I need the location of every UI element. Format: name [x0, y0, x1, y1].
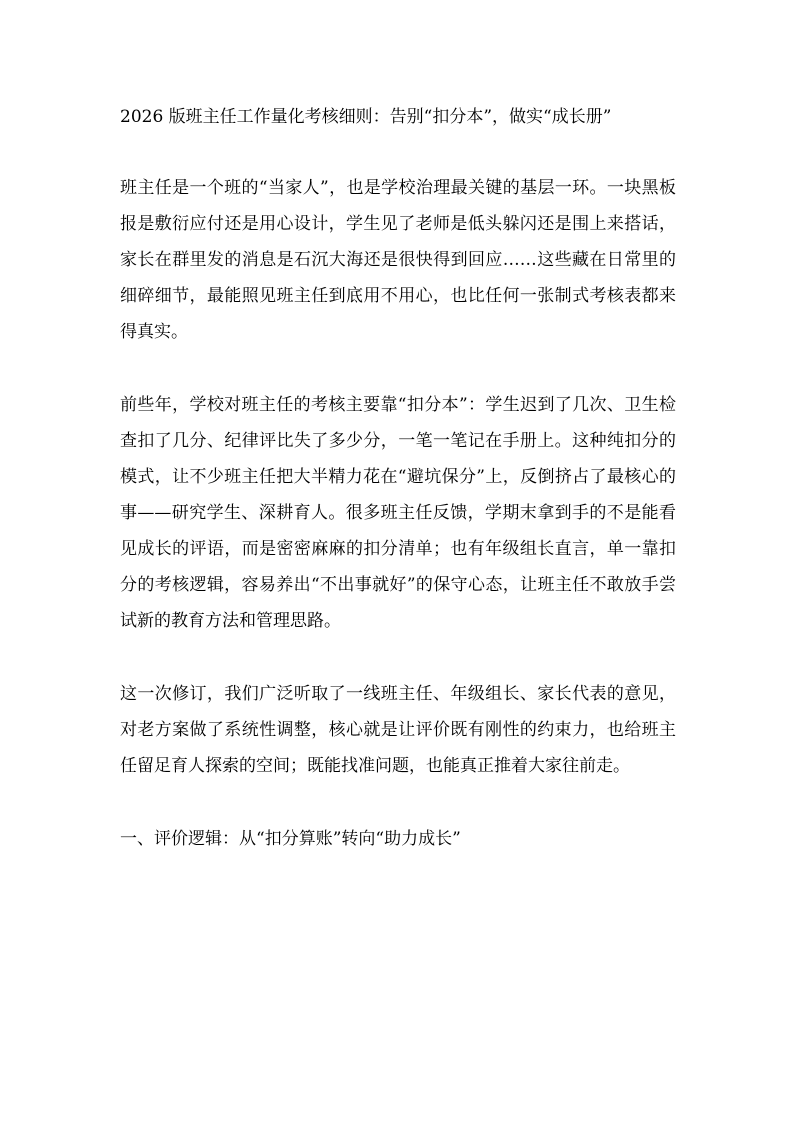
spacer — [120, 134, 676, 170]
document-title: 2026 版班主任工作量化考核细则：告别“扣分本”，做实“成长册” — [120, 107, 612, 127]
spacer — [120, 639, 676, 676]
spacer — [120, 350, 676, 387]
section-heading: 一、评价逻辑：从“扣分算账”转向“助力成长” — [120, 829, 461, 849]
paragraph-intro: 班主任是一个班的“当家人”，也是学校治理最关键的基层一环。一块黑板报是敷衍应付还是用心设计，学生见了老师是低头躲闪还是围上来搭话，家长在群里发的消息是石沉大海还是很快得到回应……这些藏在日常里的细碎细节，最能照见班主任到底用不用心，也比任何一张制式考核表都来得真实。 — [120, 178, 676, 342]
paragraph-background: 前些年，学校对班主任的考核主要靠“扣分本”：学生迟到了几次、卫生检查扣了几分、纪律评比失了多少分，一笔一笔记在手册上。这种纯扣分的模式，让不少班主任把大半精力花在“避坑保分”上，反倒挤占了最核心的事——研究学生、深耕育人。很多班主任反馈，学期末拿到手的不是能看见成长的评语，而是密密麻麻的扣分清单；也有年级组长直言，单一靠扣分的考核逻辑，容易养出“不出事就好”的保守心态，让班主任不敢放手尝试新的教育方法和管理思路。 — [120, 395, 676, 631]
spacer — [120, 784, 676, 821]
paragraph-revision: 这一次修订，我们广泛听取了一线班主任、年级组长、家长代表的意见，对老方案做了系统性调整，核心就是让评价既有刚性的约束力，也给班主任留足育人探索的空间；既能找准问题，也能真正推着大家往前走。 — [120, 684, 676, 776]
document-body — [120, 100, 676, 857]
